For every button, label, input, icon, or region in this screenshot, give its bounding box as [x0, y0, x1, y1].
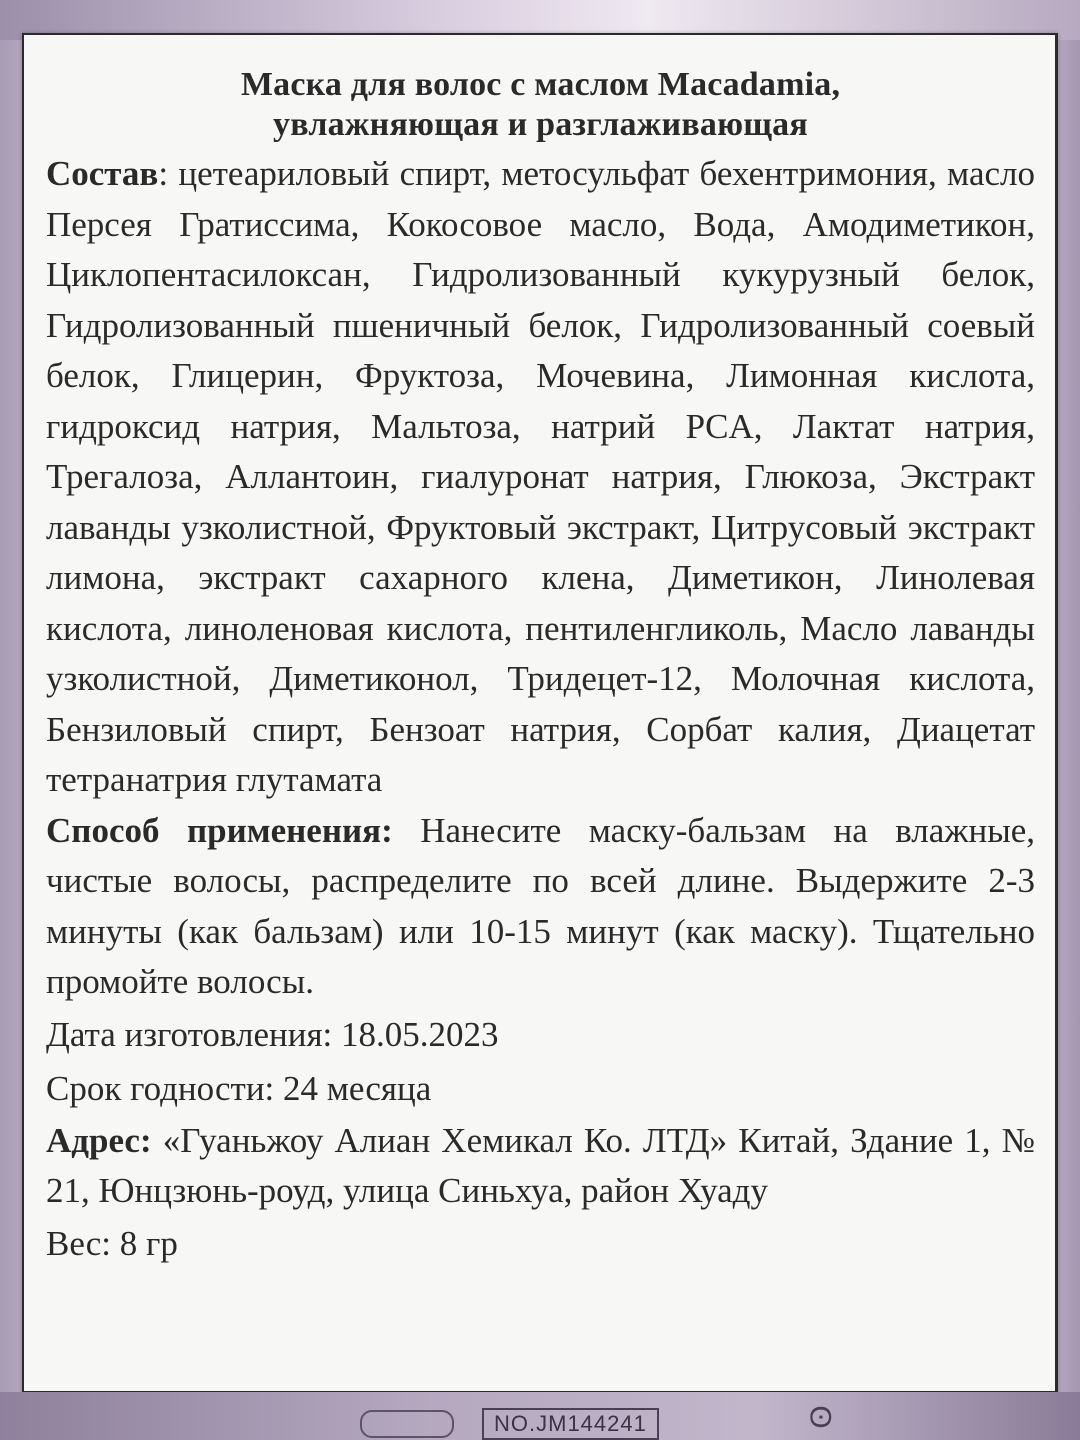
product-title [46, 65, 1035, 145]
shelf-life: Срок годности: 24 месяца [46, 1068, 432, 1108]
weight: Вес: 8 гр [46, 1223, 178, 1263]
product-info-label [22, 33, 1058, 1393]
side-print-mark: ʘ [803, 1405, 837, 1429]
address-section [46, 1116, 1035, 1217]
composition-label: Состав [46, 154, 159, 193]
usage-text: Нанесите маску-бальзам на влажные, чистые волосы, распределите по всей длине. Выдержите 2-3 минуты (как бальзам) или 10-15 минут (как маску). Тщательно промойте волосы. [46, 810, 1035, 1001]
stamp-mark [360, 1410, 454, 1438]
lot-number: NO.JM144241 [482, 1408, 659, 1440]
address-label: Адрес: [46, 1120, 152, 1160]
composition-text: : цетеариловый спирт, метосульфат бехентримония, масло Персея Гратиссима, Кокосовое масло, Вода, Амодиметикон, Циклопентасилоксан, Гидролизованный кукурузный белок, Гидролизованный пшеничный белок, Гидролизованный соевый белок, Глицерин, Фруктоза, Мочевина, Лимонная кислота, гидроксид натрия, Мальтоза, натрий PCA, Лактат натрия, Трегалоза, Аллантоин, гиалуронат натрия, Глюкоза, Экстракт лаванды узколистной, Фруктовый экстракт, Цитрусовый экстракт лимона, экстракт сахарного клена, Диметикон, Линолевая кислота, линоленовая кислота, пентиленгликоль, Масло лаванды узколистной, Диметиконол, Тридецет-12, Молочная кислота, Бензиловый спирт, Бензоат натрия, Сорбат калия, Диацетат тетранатрия глутамата [46, 154, 1035, 799]
usage-label: Способ применения: [46, 810, 393, 850]
product-title-line-2: увлажняющая и разглаживающая [273, 106, 808, 143]
manufacture-date: Дата изготовления: 18.05.2023 [46, 1014, 499, 1054]
usage-section [46, 806, 1035, 1008]
product-title-line-1: Маска для волос с маслом Macadamia, [240, 66, 841, 103]
address-text: «Гуаньжоу Алиан Хемикал Ко. ЛТД» Китай, Здание 1, № 21, Юнцзюнь-роуд, улица Синьхуа, район Хуаду [46, 1120, 1035, 1210]
composition-section [46, 149, 1035, 806]
